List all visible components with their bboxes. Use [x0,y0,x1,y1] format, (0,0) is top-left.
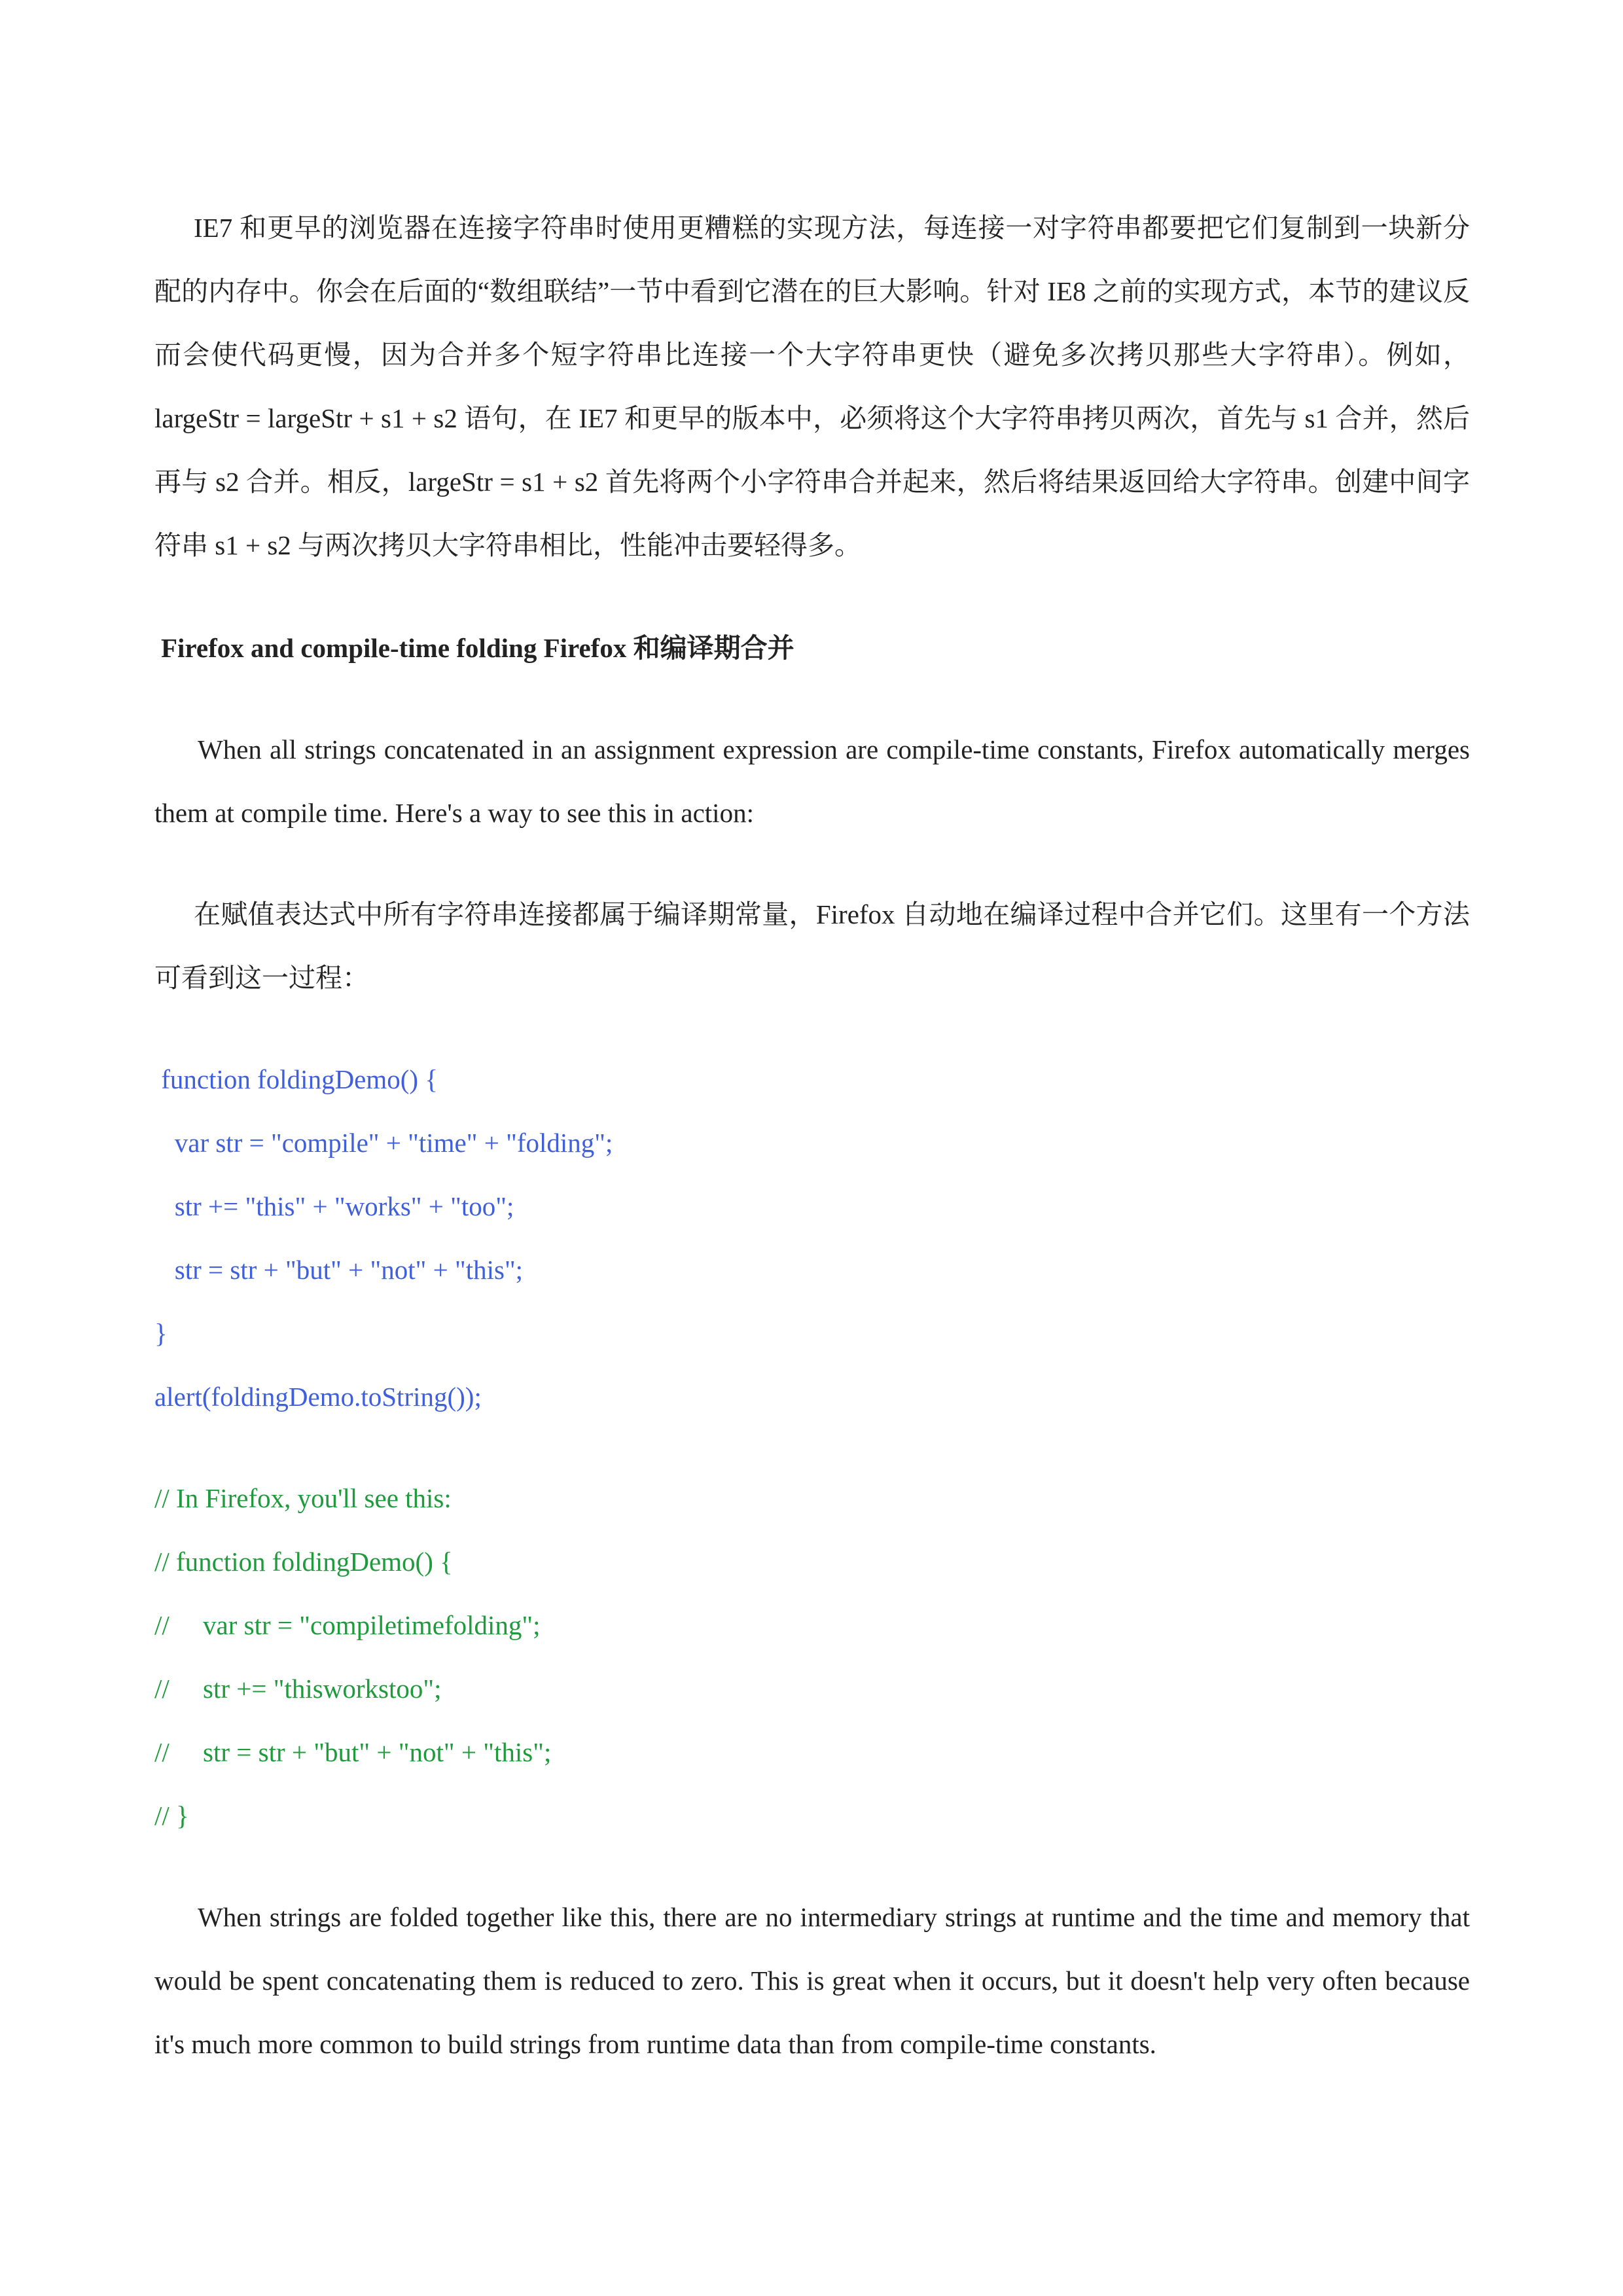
paragraph-chinese-intro: 在赋值表达式中所有字符串连接都属于编译期常量，Firefox 自动地在编译过程中合并它们。这里有一个方法可看到这一过程： [154,899,1470,993]
paragraph-english-intro: When all strings concatenated in an assignment expression are compile-time constants, Firefox automatically merges them at compile time. Here's a way to see this in action: [154,734,1470,828]
comment-line: // str += "thisworkstoo"; [154,1674,442,1704]
spacer [154,1010,1470,1048]
comment-block [154,1467,1470,1848]
code-line: str += "this" + "works" + "too"; [154,1191,514,1221]
paragraph-folding-summary: When strings are folded together like this, there are no intermediary strings at runtime and the time and memory that would be spent concatenating them is reduced to zero. This is great when it occurs, but it doesn't help very often because it's much more common to build strings from runtime data than from compile-time constants. [154,1902,1470,2059]
code-line: function foldingDemo() { [154,1064,438,1094]
spacer [154,680,1470,718]
comment-line: // var str = "compiletimefolding"; [154,1610,541,1640]
section-heading: Firefox and compile-time folding Firefox 和编译期合并 [161,633,794,663]
code-line: str = str + "but" + "not" + "this"; [154,1255,524,1285]
comment-line: // In Firefox, you'll see this: [154,1483,452,1513]
code-line: alert(foldingDemo.toString()); [154,1382,482,1412]
spacer [154,1429,1470,1467]
comment-line: // } [154,1801,189,1831]
code-block [154,1048,1470,1429]
spacer [154,845,1470,883]
paragraph-ie7-string-concat: IE7 和更早的浏览器在连接字符串时使用更糟糕的实现方法，每连接一对字符串都要把它们复制到一块新分配的内存中。你会在后面的“数组联结”一节中看到它潜在的巨大影响。针对 IE8 之前的实现方式，本节的建议反而会使代码更慢，因为合并多个短字符串比连接一个大字符串更快（避免多次拷贝那些大字符串）。例如，largeStr = largeStr + s1 + s2 语句，在 IE7 和更早的版本中，必须将这个大字符串拷贝两次，首先与 s1 合并，然后再与 s2 合并。相反，largeStr = s1 + s2 首先将两个小字符串合并起来，然后将结果返回给大字符串。创建中间字符串 s1 + s2 与两次拷贝大字符串相比，性能冲击要轻得多。 [154,213,1470,560]
code-line: } [154,1318,168,1348]
spacer [154,577,1470,617]
comment-line: // function foldingDemo() { [154,1547,453,1577]
spacer [154,1848,1470,1886]
document-content [154,196,1470,2076]
comment-line: // str = str + "but" + "not" + "this"; [154,1737,552,1767]
code-line: var str = "compile" + "time" + "folding"; [154,1128,613,1158]
